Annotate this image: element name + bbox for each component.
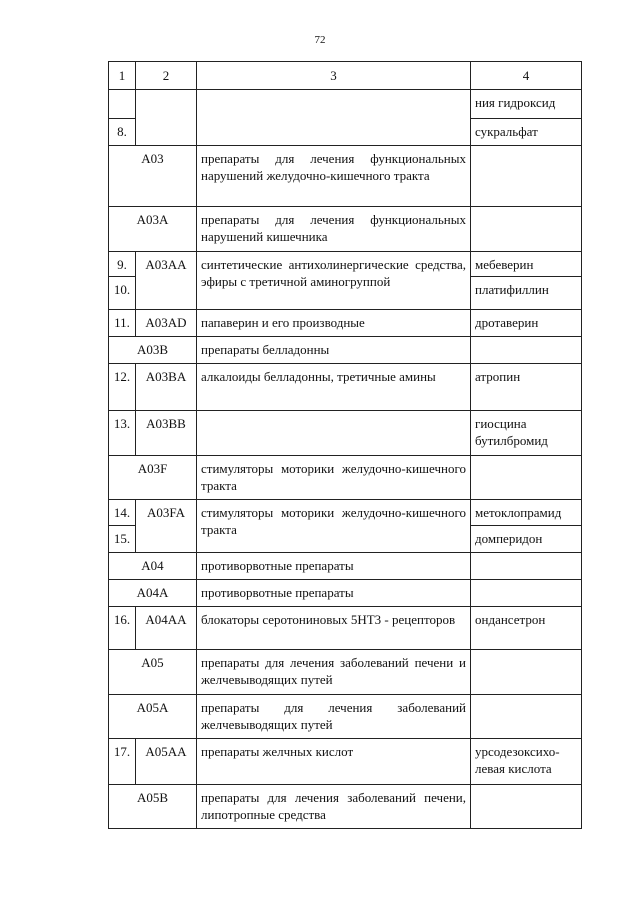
drug-name bbox=[471, 785, 582, 829]
description bbox=[197, 411, 471, 456]
description: препараты для лечения заболеваний печени и желчевыводящих путей bbox=[197, 650, 471, 695]
drug-name: дротаверин bbox=[471, 310, 582, 337]
page-number: 72 bbox=[314, 34, 326, 46]
atc-code: A03AA bbox=[136, 252, 197, 310]
drug-name: сукральфат bbox=[471, 119, 582, 146]
atc-code: A05B bbox=[109, 785, 197, 829]
atc-code: A03FA bbox=[136, 500, 197, 553]
row-number: 11. bbox=[109, 310, 136, 337]
row-number: 10. bbox=[109, 277, 136, 310]
atc-code: A04AA bbox=[136, 607, 197, 650]
atc-code: A05AA bbox=[136, 739, 197, 785]
description: стимуляторы моторики желудочно-кишечного тракта bbox=[197, 500, 471, 553]
row-number: 13. bbox=[109, 411, 136, 456]
drug-name bbox=[471, 207, 582, 252]
drug-name bbox=[471, 695, 582, 739]
drug-name: ондансетрон bbox=[471, 607, 582, 650]
atc-code-cell bbox=[136, 90, 197, 146]
row-number: 12. bbox=[109, 364, 136, 411]
row-number: 15. bbox=[109, 526, 136, 553]
description: папаверин и его производные bbox=[197, 310, 471, 337]
atc-code: A04 bbox=[109, 553, 197, 580]
atc-code: A03AD bbox=[136, 310, 197, 337]
table-row bbox=[109, 695, 582, 739]
column-header: 1 bbox=[109, 62, 136, 90]
table-row bbox=[109, 580, 582, 607]
drug-name: платифиллин bbox=[471, 277, 582, 310]
table-row bbox=[109, 252, 582, 277]
atc-code: A04A bbox=[109, 580, 197, 607]
atc-code: A03A bbox=[109, 207, 197, 252]
description: препараты для лечения функциональных нарушений кишечника bbox=[197, 207, 471, 252]
table-row bbox=[109, 337, 582, 364]
table-row bbox=[109, 146, 582, 207]
description: препараты желчных кислот bbox=[197, 739, 471, 785]
drug-name bbox=[471, 456, 582, 500]
description: алкалоиды белладонны, третичные амины bbox=[197, 364, 471, 411]
drug-name bbox=[471, 337, 582, 364]
table-row bbox=[109, 90, 582, 119]
drug-name: атропин bbox=[471, 364, 582, 411]
table-row bbox=[109, 785, 582, 829]
drug-name bbox=[471, 146, 582, 207]
table-row bbox=[109, 607, 582, 650]
table-row bbox=[109, 456, 582, 500]
description: противорвотные препараты bbox=[197, 553, 471, 580]
column-header: 4 bbox=[471, 62, 582, 90]
drug-table bbox=[108, 61, 582, 829]
table-row bbox=[109, 411, 582, 456]
row-number: 16. bbox=[109, 607, 136, 650]
table-row bbox=[109, 739, 582, 785]
atc-code: A05 bbox=[109, 650, 197, 695]
drug-name: домперидон bbox=[471, 526, 582, 553]
drug-name bbox=[471, 650, 582, 695]
table-row bbox=[109, 207, 582, 252]
row-number: 14. bbox=[109, 500, 136, 526]
atc-code: A03B bbox=[109, 337, 197, 364]
description: препараты белладонны bbox=[197, 337, 471, 364]
description: блокаторы серотониновых 5HT3 - рецепторов bbox=[197, 607, 471, 650]
atc-code: A03BB bbox=[136, 411, 197, 456]
header-row bbox=[109, 62, 582, 90]
row-number: 9. bbox=[109, 252, 136, 277]
table-row bbox=[109, 500, 582, 526]
description: препараты для лечения заболеваний желчевыводящих путей bbox=[197, 695, 471, 739]
drug-name: метоклопрамид bbox=[471, 500, 582, 526]
description-cell bbox=[197, 90, 471, 146]
drug-name: мебеверин bbox=[471, 252, 582, 277]
table-row bbox=[109, 364, 582, 411]
description: стимуляторы моторики желудочно-кишечного тракта bbox=[197, 456, 471, 500]
description: синтетические антихолинергические средства, эфиры с третичной аминогруппой bbox=[197, 252, 471, 310]
drug-name: ния гидроксид bbox=[471, 90, 582, 119]
table-row bbox=[109, 650, 582, 695]
atc-code: A05A bbox=[109, 695, 197, 739]
table-row bbox=[109, 310, 582, 337]
column-header: 2 bbox=[136, 62, 197, 90]
column-header: 3 bbox=[197, 62, 471, 90]
atc-code: A03 bbox=[109, 146, 197, 207]
table-row bbox=[109, 553, 582, 580]
drug-name bbox=[471, 580, 582, 607]
atc-code: A03BA bbox=[136, 364, 197, 411]
drug-name bbox=[471, 553, 582, 580]
description: противорвотные препараты bbox=[197, 580, 471, 607]
description: препараты для лечения функциональных нарушений желудочно-кишечного тракта bbox=[197, 146, 471, 207]
description: препараты для лечения заболеваний печени, липотропные средства bbox=[197, 785, 471, 829]
drug-name: урсодезоксихо-левая кислота bbox=[471, 739, 582, 785]
row-number: 8. bbox=[109, 119, 136, 146]
row-number bbox=[109, 90, 136, 119]
atc-code: A03F bbox=[109, 456, 197, 500]
row-number: 17. bbox=[109, 739, 136, 785]
drug-name: гиосцина бутилбромид bbox=[471, 411, 582, 456]
